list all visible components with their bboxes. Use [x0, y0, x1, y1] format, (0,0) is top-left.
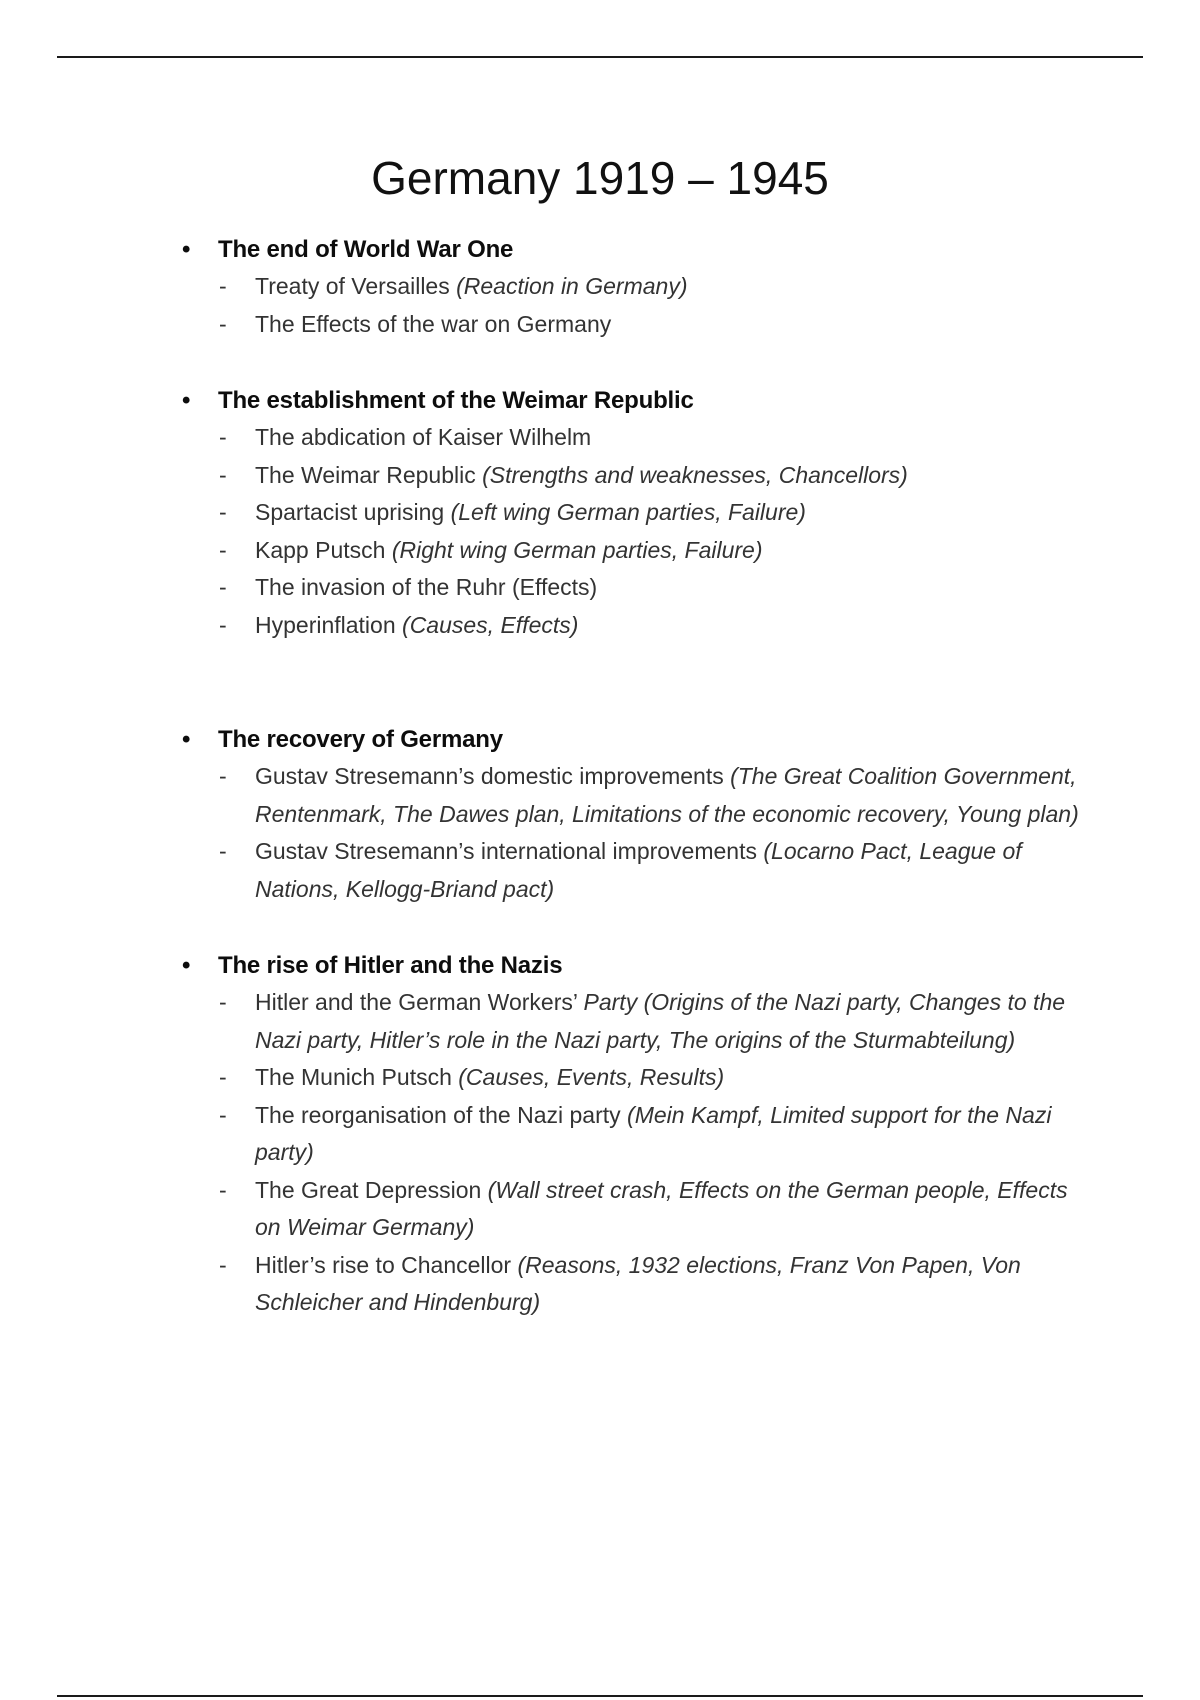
- bottom-rule: [57, 1695, 1143, 1697]
- list-item: [182, 1172, 1082, 1247]
- item-detail: (Mein Kampf, Limited support for the Nazi party): [255, 1101, 1052, 1165]
- top-rule: [57, 56, 1143, 58]
- item-detail: (Wall street crash, Effects on the German people, Effects on Weimar Germany): [255, 1176, 1068, 1240]
- list-item: [182, 1059, 1082, 1097]
- item-detail: (Reaction in Germany): [456, 273, 688, 299]
- topic-list: [182, 419, 1082, 644]
- list-item: [182, 569, 1082, 607]
- item-detail: Party (Origins of the Nazi party, Changes to the Nazi party, Hitler’s role in the Nazi party, The origins of the Sturmabteilung): [255, 989, 1066, 1053]
- dash-icon: -: [219, 499, 227, 525]
- item-detail: (Strengths and weaknesses, Chancellors): [482, 461, 908, 488]
- list-item: [182, 984, 1082, 1059]
- list-item: [182, 419, 1082, 457]
- section-weimar-republic: [182, 383, 1082, 644]
- list-item: [182, 457, 1082, 495]
- dash-icon: -: [219, 424, 227, 450]
- section-heading: [182, 948, 1082, 984]
- topic-list: [182, 758, 1082, 908]
- page-title: Germany 1919 – 1945: [371, 152, 829, 204]
- item-text: The reorganisation of the Nazi party: [255, 1101, 628, 1128]
- dash-icon: -: [219, 838, 227, 864]
- section-heading-text: The rise of Hitler and the Nazis: [218, 952, 563, 979]
- dash-icon: -: [219, 461, 227, 488]
- bullet-icon: •: [182, 236, 191, 263]
- item-text: The Weimar Republic: [255, 461, 483, 488]
- item-text: Hitler’s rise to Chancellor: [255, 1251, 518, 1278]
- list-item: [182, 1247, 1082, 1322]
- dash-icon: -: [219, 763, 227, 789]
- topic-list: [182, 268, 1082, 343]
- item-text: Treaty of Versailles: [255, 273, 457, 299]
- section-heading: [182, 383, 1082, 419]
- bullet-icon: •: [182, 952, 191, 979]
- dash-icon: -: [219, 273, 227, 299]
- item-text: The abdication of Kaiser Wilhelm: [255, 424, 592, 450]
- section-end-of-world-war-one: [182, 232, 1082, 343]
- topic-list: [182, 984, 1082, 1322]
- item-text: The Great Depression: [255, 1176, 488, 1203]
- list-item: [182, 494, 1082, 532]
- outline: [182, 232, 1082, 1322]
- item-detail: (Left wing German parties, Failure): [450, 499, 806, 525]
- item-text: The invasion of the Ruhr (Effects): [255, 574, 598, 600]
- item-text: Kapp Putsch: [255, 536, 392, 563]
- dash-icon: -: [219, 989, 227, 1015]
- item-detail: (Right wing German parties, Failure): [391, 536, 763, 563]
- item-text: Hitler and the German Workers’: [255, 989, 584, 1015]
- dash-icon: -: [219, 1101, 227, 1128]
- list-item: [182, 532, 1082, 570]
- item-text: Gustav Stresemann’s international improvements: [255, 838, 764, 864]
- section-heading-text: The establishment of the Weimar Republic: [218, 387, 694, 414]
- bullet-icon: •: [182, 726, 191, 753]
- dash-icon: -: [219, 1251, 227, 1278]
- item-text: The Munich Putsch: [255, 1064, 459, 1090]
- bullet-icon: •: [182, 387, 191, 414]
- list-item: [182, 607, 1082, 645]
- item-text: Gustav Stresemann’s domestic improvements: [255, 763, 731, 789]
- section-heading-text: The end of World War One: [218, 236, 514, 263]
- section-rise-of-hitler: [182, 948, 1082, 1322]
- dash-icon: -: [219, 611, 227, 638]
- dash-icon: -: [219, 536, 227, 563]
- item-detail: (Causes, Effects): [402, 611, 579, 638]
- dash-icon: -: [219, 310, 227, 337]
- item-text: Hyperinflation: [255, 611, 403, 638]
- section-heading: [182, 232, 1082, 268]
- dash-icon: -: [219, 1064, 227, 1090]
- list-item: [182, 268, 1082, 306]
- item-detail: (The Great Coalition Government, Rentenmark, The Dawes plan, Limitations of the economic recovery, Young plan): [255, 763, 1079, 827]
- item-detail: (Locarno Pact, League of Nations, Kellogg-Briand pact): [255, 838, 1022, 902]
- item-detail: (Causes, Events, Results): [458, 1064, 725, 1090]
- list-item: [182, 1097, 1082, 1172]
- list-item: [182, 833, 1082, 908]
- item-text: Spartacist uprising: [255, 499, 451, 525]
- dash-icon: -: [219, 574, 227, 600]
- list-item: [182, 758, 1082, 833]
- section-recovery-of-germany: [182, 722, 1082, 908]
- item-detail: (Reasons, 1932 elections, Franz Von Papen, Von Schleicher and Hindenburg): [255, 1251, 1021, 1315]
- list-item: [182, 306, 1082, 344]
- section-heading: [182, 722, 1082, 758]
- dash-icon: -: [219, 1176, 227, 1203]
- section-heading-text: The recovery of Germany: [218, 726, 503, 753]
- item-text: The Effects of the war on Germany: [255, 310, 612, 337]
